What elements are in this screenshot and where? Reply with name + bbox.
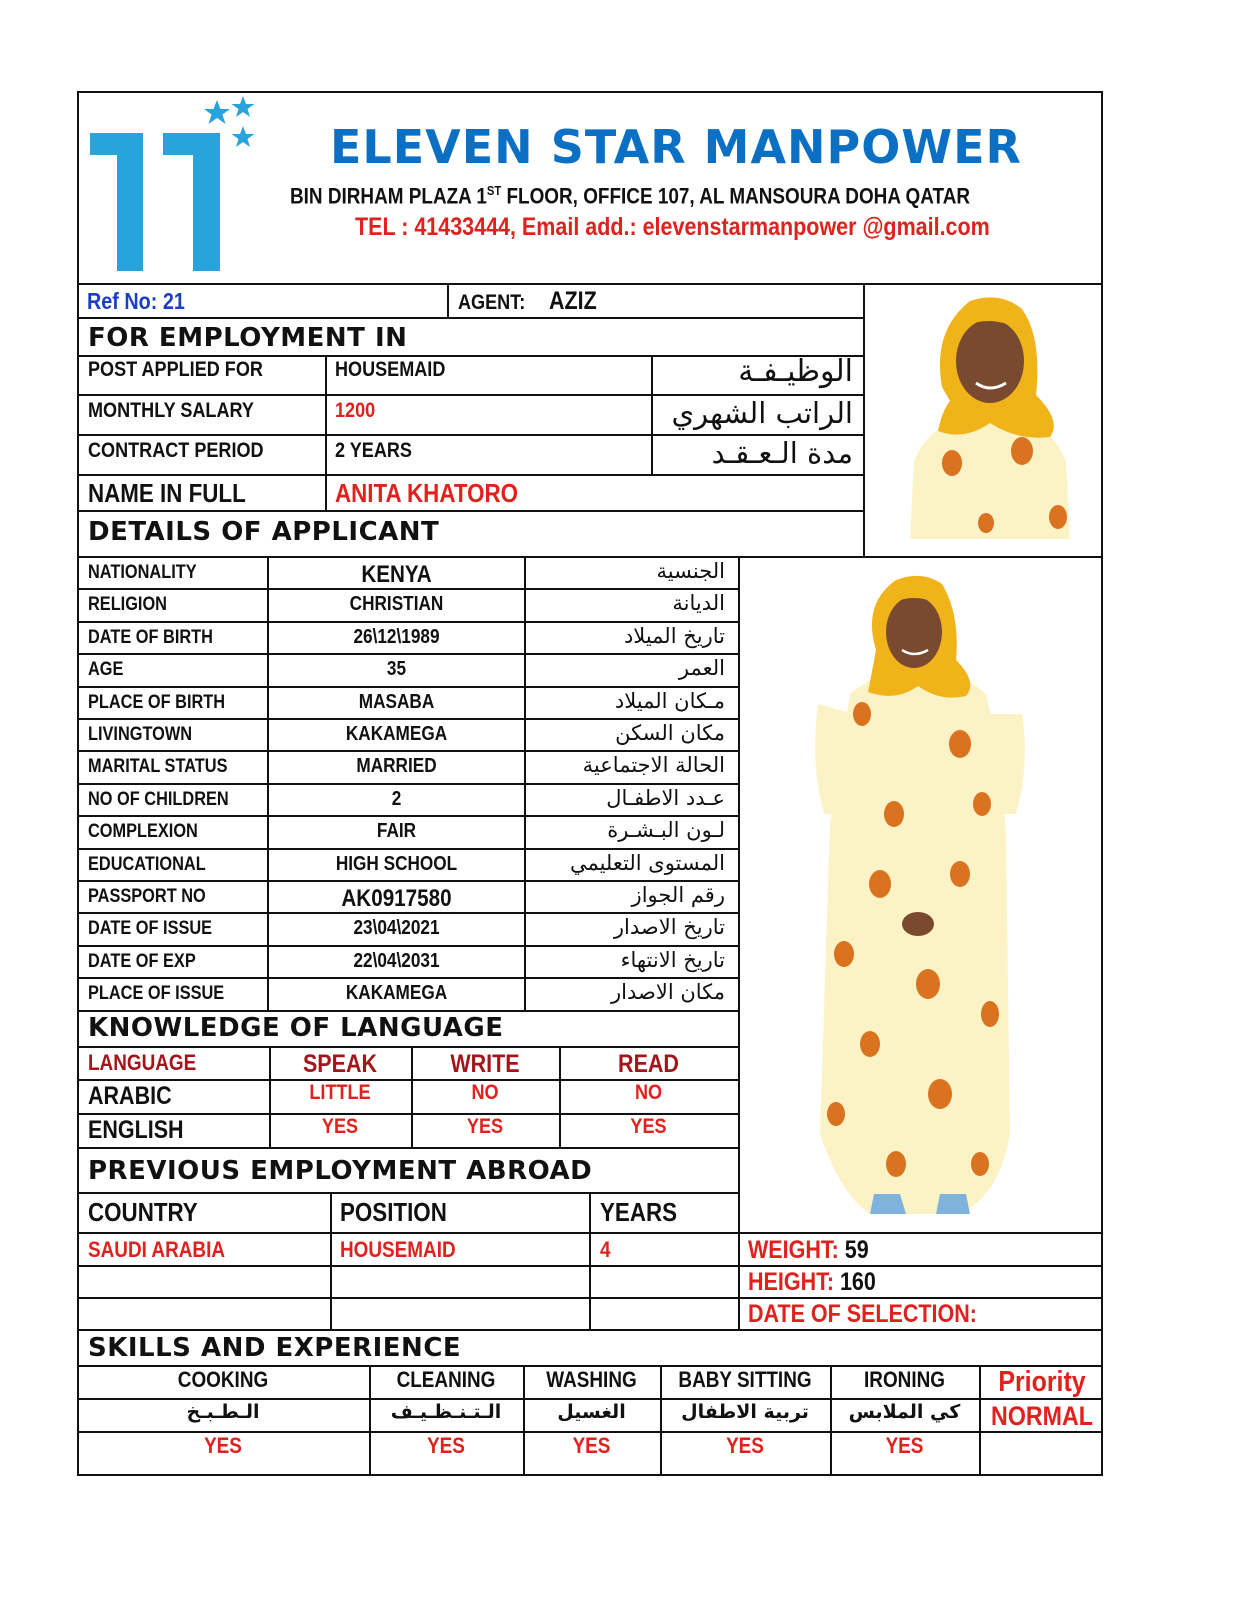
detail-arabic: تاريخ الاصدار	[613, 915, 725, 940]
height-field: HEIGHT: 160	[748, 1268, 876, 1296]
divider	[77, 317, 863, 319]
detail-label: MARITAL STATUS	[88, 756, 228, 778]
divider	[77, 283, 1103, 285]
english-speak: YES	[321, 1115, 359, 1138]
skill-arabic: الـتـنـظـيـف	[390, 1401, 502, 1423]
prev-position: HOUSEMAID	[340, 1237, 456, 1262]
detail-arabic: الديانة	[672, 591, 725, 616]
language-name: ENGLISH	[88, 1116, 184, 1144]
skill-value: YES	[726, 1433, 764, 1458]
divider	[325, 355, 327, 510]
divider	[77, 977, 738, 979]
dress-spot	[942, 450, 962, 476]
skill-name: IRONING	[864, 1367, 945, 1392]
details-heading: DETAILS OF APPLICANT	[88, 517, 440, 547]
agent-value: AZIZ	[549, 287, 597, 315]
detail-value: FAIR	[376, 820, 417, 843]
post-applied-arabic: الوظيـفـة	[738, 354, 853, 389]
divider	[77, 556, 1103, 558]
divider	[77, 1147, 738, 1149]
english-read: YES	[630, 1115, 667, 1138]
detail-arabic: مكان السكن	[615, 721, 725, 745]
divider	[269, 1046, 271, 1147]
detail-label: DATE OF BIRTH	[88, 626, 213, 648]
contract-period-arabic: مدة الـعـقـد	[711, 436, 853, 470]
divider	[77, 474, 863, 476]
monthly-salary-value: 1200	[335, 399, 376, 422]
dress-spot	[978, 513, 994, 533]
weight-field: WEIGHT: 59	[748, 1236, 869, 1264]
detail-arabic: مـكان الميلاد	[614, 688, 725, 713]
monthly-salary-arabic: الراتب الشهري	[671, 396, 853, 430]
detail-value: HIGH SCHOOL	[335, 852, 458, 875]
divider	[77, 588, 738, 590]
skill-value: YES	[885, 1433, 924, 1458]
divider	[77, 1046, 738, 1048]
detail-arabic: العمر	[678, 656, 725, 681]
detail-value: KENYA	[361, 561, 432, 588]
skills-heading: SKILLS AND EXPERIENCE	[88, 1333, 462, 1363]
detail-value: 23\04\2021	[353, 917, 440, 940]
skill-value: YES	[572, 1433, 611, 1458]
company-contact: TEL : 41433444, Email add.: elevenstarmanpower @gmail.com	[355, 213, 990, 241]
divider	[77, 783, 738, 785]
detail-arabic: المستوى التعليمي	[569, 850, 725, 875]
prev-years: 4	[600, 1237, 611, 1262]
company-logo	[85, 93, 265, 273]
star-icon	[204, 100, 230, 124]
divider	[447, 283, 449, 317]
divider	[738, 1232, 740, 1329]
language-name: ARABIC	[88, 1082, 172, 1110]
divider	[77, 510, 863, 512]
divider	[77, 880, 738, 882]
company-name: ELEVEN STAR MANPOWER	[330, 120, 1022, 174]
priority-value: NORMAL	[991, 1401, 1093, 1431]
skill-value: YES	[427, 1433, 465, 1458]
arabic-read: NO	[634, 1081, 663, 1104]
detail-arabic: تاريخ الانتهاء	[620, 947, 725, 972]
divider	[77, 1398, 1103, 1400]
detail-arabic: عـدد الاطفـال	[606, 785, 725, 810]
years-col-label: YEARS	[600, 1197, 678, 1227]
dress-spot	[1011, 437, 1033, 465]
skill-arabic: الغسيل	[557, 1401, 626, 1423]
logo-number-graphic	[90, 133, 220, 271]
detail-value: KAKAMEGA	[345, 723, 448, 745]
divider	[77, 621, 738, 623]
skill-name: BABY SITTING	[678, 1367, 812, 1392]
detail-arabic: الجنسية	[656, 559, 725, 583]
divider	[77, 945, 738, 947]
detail-value: MASABA	[358, 690, 435, 713]
divider	[589, 1192, 591, 1329]
skill-value: YES	[204, 1433, 242, 1458]
divider	[863, 283, 865, 556]
employment-heading: FOR EMPLOYMENT IN	[88, 323, 408, 353]
detail-value: 26\12\1989	[353, 625, 440, 648]
divider	[77, 912, 738, 914]
detail-label: DATE OF ISSUE	[88, 918, 213, 940]
skill-name: CLEANING	[396, 1367, 496, 1392]
divider	[979, 1365, 981, 1476]
detail-label: PASSPORT NO	[88, 886, 206, 907]
detail-value: 22\04\2031	[353, 949, 440, 972]
detail-arabic: مكان الاصدار	[611, 980, 725, 1005]
arabic-write: NO	[471, 1081, 499, 1104]
detail-label: NO OF CHILDREN	[88, 788, 229, 810]
language-col-label: LANGUAGE	[88, 1050, 197, 1075]
detail-label: RELIGION	[88, 594, 167, 616]
detail-arabic: الحالة الاجتماعية	[582, 753, 725, 778]
detail-value: KAKAMEGA	[345, 982, 448, 1005]
english-write: YES	[466, 1115, 504, 1138]
divider	[77, 718, 738, 720]
skill-arabic: كي الملابس	[848, 1401, 961, 1423]
detail-value: AK0917580	[341, 885, 452, 912]
detail-label: NATIONALITY	[88, 562, 197, 583]
monthly-salary-label: MONTHLY SALARY	[88, 399, 254, 422]
name-label: NAME IN FULL	[88, 478, 246, 508]
divider	[77, 653, 738, 655]
divider	[330, 1192, 332, 1329]
divider	[77, 750, 738, 752]
prev-country: SAUDI ARABIA	[88, 1237, 225, 1262]
ref-number: Ref No: 21	[87, 288, 185, 314]
applicant-headshot	[890, 291, 1090, 539]
detail-label: PLACE OF BIRTH	[88, 691, 226, 713]
applicant-full-photo	[810, 574, 1030, 1234]
contract-period-label: CONTRACT PERIOD	[88, 439, 264, 462]
post-applied-label: POST APPLIED FOR	[88, 358, 263, 381]
skill-name: WASHING	[546, 1367, 637, 1392]
detail-value: 2	[391, 787, 402, 810]
divider	[77, 1192, 738, 1194]
position-col-label: POSITION	[340, 1197, 447, 1227]
skill-arabic: الـطـبـخ	[186, 1401, 260, 1423]
date-of-selection-label: DATE OF SELECTION:	[748, 1300, 977, 1328]
divider	[77, 1010, 738, 1012]
detail-label: PLACE OF ISSUE	[88, 983, 225, 1005]
contract-period-value: 2 YEARS	[335, 439, 412, 462]
company-address: BIN DIRHAM PLAZA 1ST FLOOR, OFFICE 107, AL MANSOURA DOHA QATAR	[290, 183, 971, 209]
detail-value: MARRIED	[356, 755, 437, 778]
language-heading: KNOWLEDGE OF LANGUAGE	[88, 1013, 504, 1043]
read-col-label: READ	[618, 1050, 679, 1078]
detail-label: EDUCATIONAL	[88, 853, 206, 875]
previous-heading: PREVIOUS EMPLOYMENT ABROAD	[88, 1156, 593, 1186]
divider	[77, 815, 738, 817]
detail-value: 35	[386, 658, 407, 681]
detail-arabic: رقم الجواز	[631, 883, 725, 907]
skill-arabic: تربية الاطفال	[681, 1401, 809, 1423]
agent-label: AGENT:	[458, 291, 526, 314]
detail-label: AGE	[88, 659, 124, 681]
write-col-label: WRITE	[450, 1050, 520, 1078]
divider	[738, 556, 740, 1243]
divider	[559, 1046, 561, 1147]
divider	[411, 1046, 413, 1147]
speak-col-label: SPEAK	[302, 1050, 378, 1078]
detail-label: LIVINGTOWN	[88, 724, 193, 745]
detail-label: DATE OF EXP	[88, 950, 196, 972]
divider	[77, 1329, 1103, 1331]
country-col-label: COUNTRY	[88, 1197, 198, 1227]
skill-name: COOKING	[177, 1367, 269, 1392]
detail-value: CHRISTIAN	[349, 593, 444, 616]
star-icon	[232, 126, 255, 147]
detail-arabic: لـون البـشـرة	[607, 818, 725, 843]
arabic-speak: LITTLE	[309, 1081, 371, 1104]
dress-spot	[1049, 505, 1067, 529]
detail-label: COMPLEXION	[88, 821, 198, 843]
priority-label: Priority	[998, 1366, 1086, 1398]
name-value: ANITA KHATORO	[335, 478, 519, 508]
star-icon	[232, 96, 255, 117]
divider	[651, 355, 653, 474]
post-applied-value: HOUSEMAID	[335, 358, 446, 381]
detail-arabic: تاريخ الميلاد	[623, 623, 725, 648]
